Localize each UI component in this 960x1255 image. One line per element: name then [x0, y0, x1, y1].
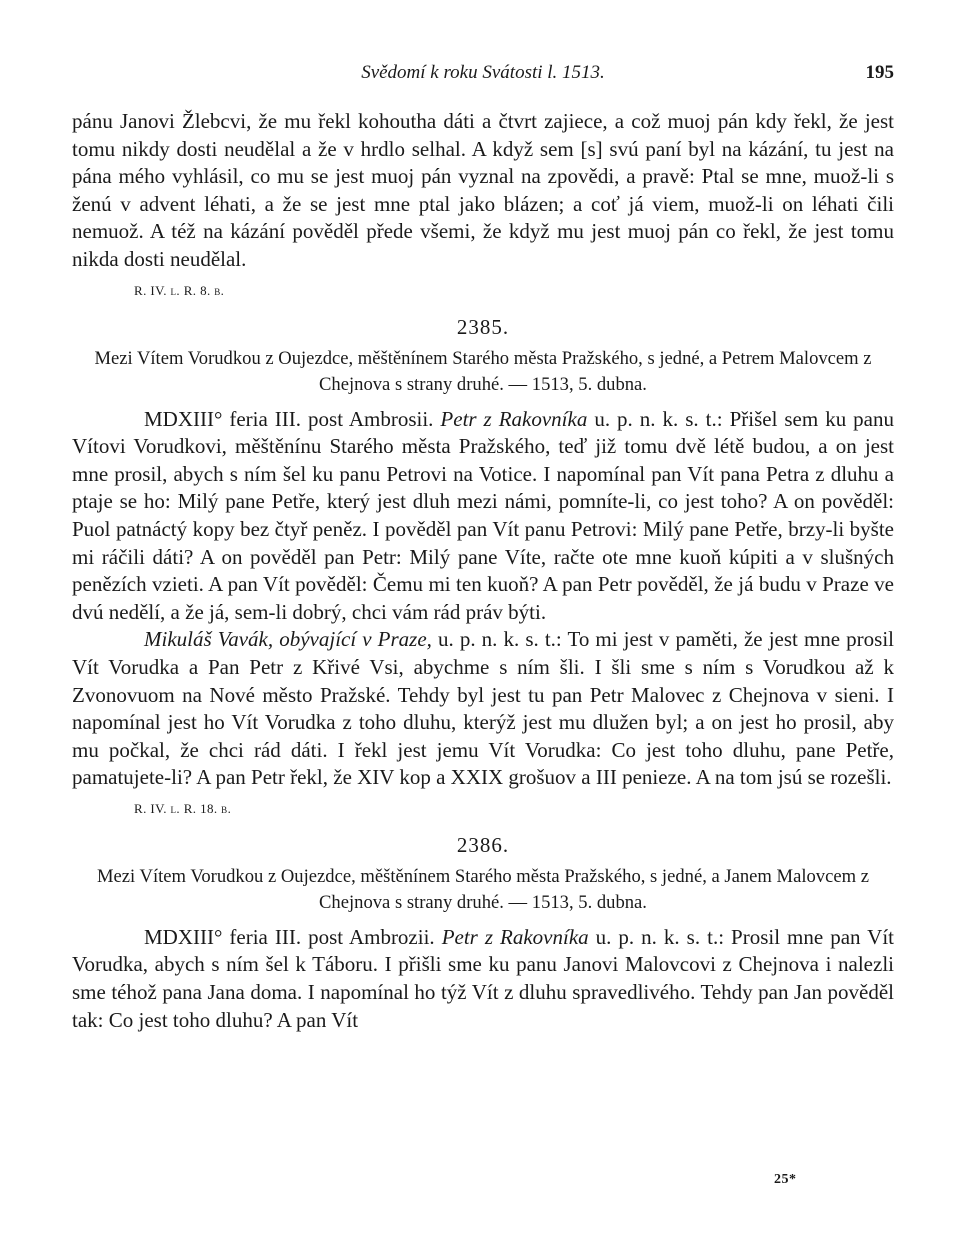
- archive-citation: R. IV. l. R. 18. b.: [134, 800, 232, 816]
- date-line: MDXIII° feria III. post Ambrosii.: [144, 406, 441, 431]
- witness-name: Mikuláš Vavák, obývající v Praze,: [144, 627, 432, 652]
- testimony-text: u. p. n. k. s. t.: To mi jest v paměti, že jest mne prosil Vít Vorudka a Pan Petr z Křivé Vsi, abychme s ním šli. I šli sme s ním s Vorudkou až k Zvonovuom na Nové město Pražské. Tehdy byl jest tu pan Petr Malovec z Chejnova v sieni. I napomínal jest ho Vít Vorudka z toho dluhu, kterýž jest mu dlužen byl; a on jest ho prosil, aby mu počkal, že chci rád dáti. I řekl jest jemu Vít Vorudka: Co jest toho dluhu, pane Petře, pamatujete-li? A pan Petr řekl, že XIV kop a XXIX grošuov a III penieze. A na tom jsú se rozešli.: [72, 627, 895, 790]
- date-line: MDXIII° feria III. post Ambrozii.: [144, 924, 442, 949]
- testimony-text: u. p. n. k. s. t.: Prosil mne pan Vít Vorudka, abych s ním šel k Táboru. I přišli sme ku panu Janovi Malovcovi z Chejnova i nalezli sme téhož pana Jana doma. I napomínal ho týž Vít z dluhu spravedlivého. Tehdy pan Jan pověděl tak: Co jest toho dluhu? A pan Vít: [72, 924, 894, 1032]
- archive-citation: R. IV. l. R. 8. b.: [134, 282, 225, 298]
- testimony-paragraph: [72, 626, 894, 792]
- running-title: Svědomí k roku Svátosti l. 1513.: [361, 62, 605, 83]
- testimony-paragraph: [72, 406, 894, 627]
- witness-name: Petr z Rakovníka: [440, 406, 588, 431]
- document-regest: Mezi Vítem Vorudkou z Oujezdce, měštěnínem Starého města Pražského, s jedné, a Janem Malovcem z Chejnova s strany druhé. — 1513, 5. dubna.: [97, 865, 869, 913]
- continued-testimony: pánu Janovi Žlebcvi, že mu řekl kohoutha dáti a čtvrt zajiece, a což muoj pán kdy řekl, že jest tomu nikdy dosti neudělal a že v hrdlo selhal. A když sem [s] svú paní byl na kázání, tu jest na pána mého vyhlásil, co mu se jest muoj pán vyznal na zpovědi, a pravě: Ptal se mne, muož-li s ženú v advent léhati, a že se jest mne ptal jako blázen; a coť já viem, muož-li on léhati čili nemuož. A též na kázání pověděl přede všemi, že když mu jest muoj pán co řekl, že jest tomu nikda dosti neudělal.: [72, 109, 894, 271]
- testimony-text: u. p. n. k. s. t.: Přišel sem ku panu Vítovi Vorudkovi, měštěnínu Starého města Pražského, teď již tomu dvě létě budou, a on jest mne prosil, abych s ním šel ku panu Petrovi na Votice. I napomínal pan Vít pana Petra z dluhu a ptaje se ho: Milý pane Petře, který jest dluh mezi námi, pomníte-li, co jest toho? A on pověděl: Puol patnáctý kopy bez čtyř peněz. I pověděl pan Vít panu Petrovi: Milý pane Petře, brzy-li byšte mi ráčili dáti? A on pověděl pan Petr: Milý pane Víte, račte ote mne kuoň kúpiti a v slušných penězích vzieti. A pan Vít pověděl: Čemu mi ten kuoň? A pan Petr pověděl, že já budu v Praze ve dvú nedělí, a že já, sem-li dobrý, chci vám rád práv býti.: [72, 406, 894, 624]
- witness-name: Petr z Rakovníka: [441, 924, 589, 949]
- document-regest: Mezi Vítem Vorudkou z Oujezdce, měštěnínem Starého města Pražského, s jedné, a Petrem Malovcem z Chejnova s strany druhé. — 1513, 5. dubna.: [94, 347, 872, 395]
- page-number: 195: [865, 62, 894, 83]
- page-body: [72, 108, 894, 1034]
- running-header: [72, 62, 894, 88]
- testimony-paragraph: [72, 924, 894, 1034]
- signature-mark: 25*: [774, 1172, 797, 1187]
- document-number: 2385.: [456, 314, 510, 339]
- document-number: 2386.: [456, 832, 510, 857]
